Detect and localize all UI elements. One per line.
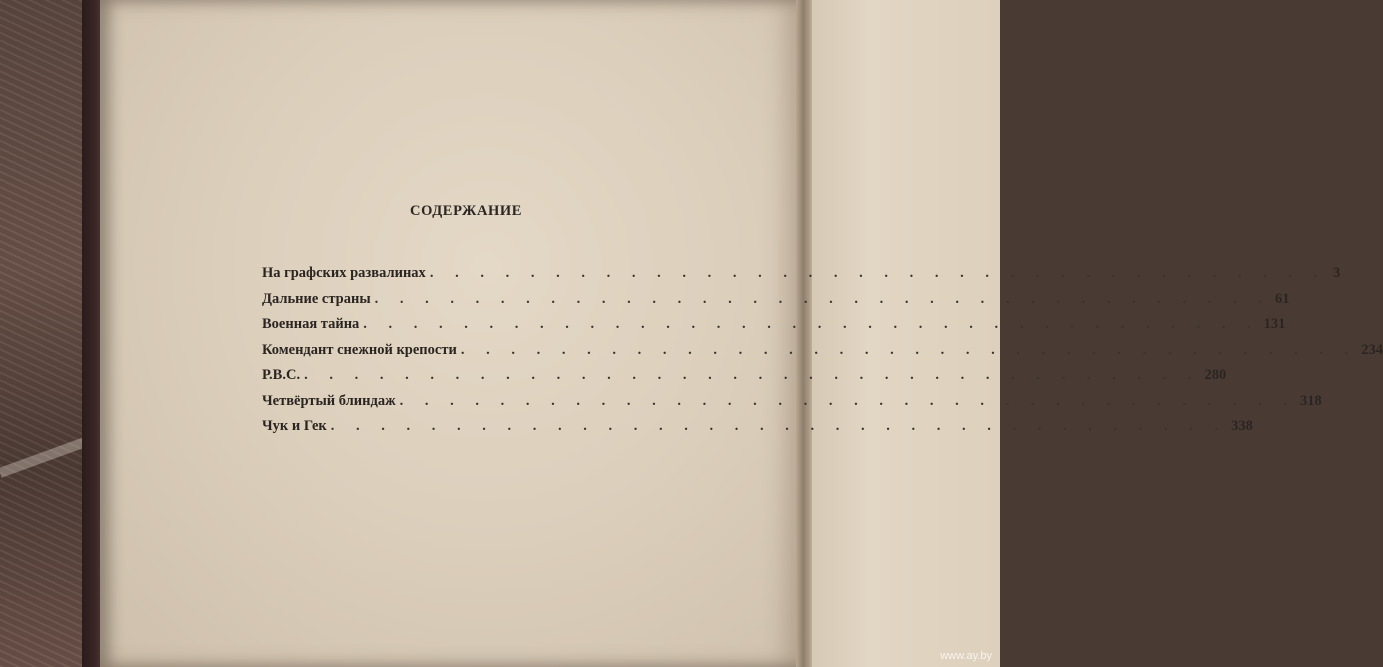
toc-page-number: 338 <box>1231 418 1253 434</box>
toc-entry-title: Военная тайна <box>262 316 360 332</box>
page-title: СОДЕРЖАНИЕ <box>410 203 523 219</box>
toc-leader-dots: . . . . . . . . . . . . . . . . . . . . . . . . . . . . . . . . . . . . <box>429 265 1327 281</box>
toc-page-number: 131 <box>1263 316 1286 332</box>
toc-entry <box>262 316 1286 342</box>
toc-entry-title: Комендант снежной крепости <box>262 341 457 358</box>
toc-page-number: 234 <box>1361 341 1383 358</box>
toc-entry <box>262 367 1227 393</box>
toc-entry <box>262 341 1383 368</box>
table-of-contents <box>262 265 1383 444</box>
toc-entry-title: На графских развалинах <box>262 265 426 281</box>
toc-entry <box>262 290 1290 317</box>
toc-page-number: 3 <box>1332 265 1341 281</box>
toc-entry-title: Четвёртый блиндаж <box>262 392 396 409</box>
toc-leader-dots: . . . . . . . . . . . . . . . . . . . . . . . . . . . . . . . . . . . . <box>330 418 1228 434</box>
toc-leader-dots: . . . . . . . . . . . . . . . . . . . . . . . . . . . . . . . . . . . . <box>374 290 1272 307</box>
right-page <box>812 0 1000 667</box>
toc-leader-dots: . . . . . . . . . . . . . . . . . . . . . . . . . . . . . . . . . . . . <box>399 392 1296 409</box>
toc-leader-dots: . . . . . . . . . . . . . . . . . . . . . . . . . . . . . . . . . . . . <box>460 341 1358 358</box>
toc-page-number: 280 <box>1204 367 1227 383</box>
toc-entry <box>262 418 1253 444</box>
toc-leader-dots: . . . . . . . . . . . . . . . . . . . . . . . . . . . . . . . . . . . . <box>304 367 1201 383</box>
toc-entry <box>262 265 1341 291</box>
toc-entry-title: Р.В.С. <box>262 367 301 383</box>
toc-entry-title: Дальние страны <box>262 290 371 307</box>
toc-entry <box>262 392 1322 419</box>
toc-entry-title: Чук и Гек <box>262 418 327 434</box>
toc-leader-dots: . . . . . . . . . . . . . . . . . . . . . . . . . . . . . . . . . . . . <box>363 316 1260 332</box>
toc-page-number: 318 <box>1299 392 1322 409</box>
watermark: www.ay.by <box>940 650 992 662</box>
toc-page-number: 61 <box>1275 290 1290 307</box>
